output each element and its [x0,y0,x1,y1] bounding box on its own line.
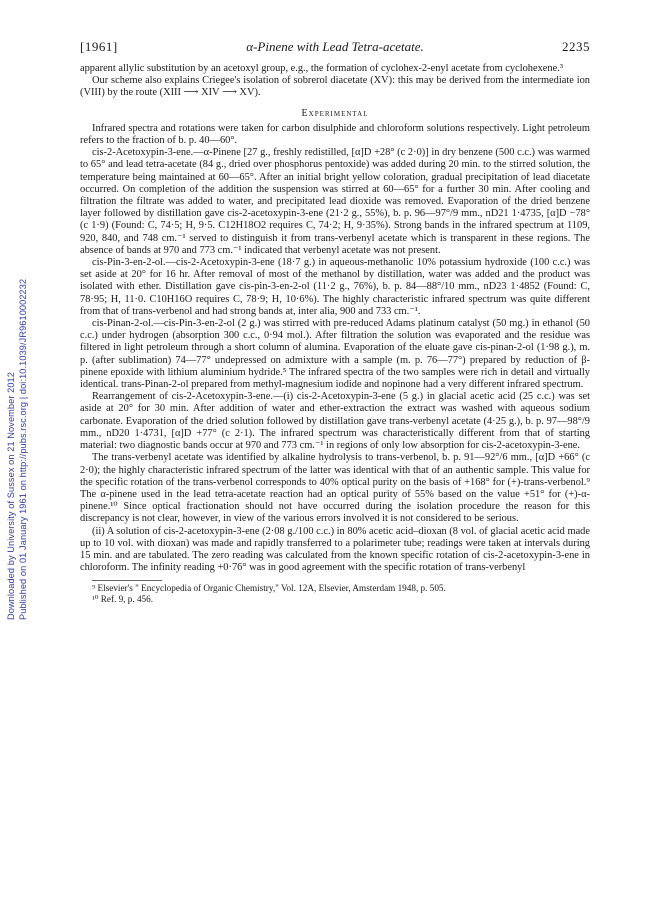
running-title: α-Pinene with Lead Tetra-acetate. [246,39,424,54]
volume-year: [1961] [80,39,118,54]
paragraph-solution: (ii) A solution of cis-2-acetoxypin-3-ene (2·08 g./100 c.c.) in 80% acetic acid–dioxan (8 vol. of glacial acetic acid made up to 10 vol. with dioxan) was made and rapidly transferred to a polarimeter tube; readings were taken at intervals during 15 min. and are tabulated. The zero reading was calculated from the known specific rotation of cis-2-acetoxypin-3-ene in chloroform. The infinity reading +0·76° was in good agreement with the specific rotation of trans-verbenyl [80,525,590,574]
footnote-10: ¹⁰ Ref. 9, p. 456. [92,594,154,605]
page-number: 2235 [562,39,590,54]
paragraph-pinanol: cis-Pinan-2-ol.—cis-Pin-3-en-2-ol (2 g.) was stirred with pre-reduced Adams platinum catalyst (50 mg.) in ethanol (50 c.c.) under hydrogen (absorption 300 c.c., 0·94 mol.). After filtration the solution was evaporated and the residue was filtered in light petroleum through a short column of alumina. Evaporation of the eluate gave cis-pinan-2-ol (1·98 g.), m. p. (after sublimation) 74—77° undepressed on admixture with a sample (m. p. 76—77°) prepared by reduction of β-pinene epoxide with lithium aluminium hydride.⁵ The infrared spectra of the two samples were rich in detail and virtually identical. trans-Pinan-2-ol prepared from methyl-magnesium iodide and nopinone had a very different infrared spectrum. [80,318,590,391]
paragraph-verbenyl: The trans-verbenyl acetate was identified by alkaline hydrolysis to trans-verbenol, b. p. 91—92°/6 mm., [α]D +66° (c 2·0); the highly characteristic infrared spectrum of the latter was identical with that of an authentic sample. This value for the specific rotation of the trans-verbenol corresponds to 40% optical purity on the basis of +168° for (+)-trans-verbenol.⁹ The α-pinene used in the lead tetra-acetate reaction had an optical purity of 55% based on the value +51° for (+)-α-pinene.¹⁰ Since optical fractionation should not have occurred during the isolation procedure the reason for this discrepancy is not clear, however, in view of the various errors involved it is not considered to be serious. [80,452,590,525]
publication-notice: Published on 01 January 1961 on http://pubs.rsc.org | doi:10.1039/JR9610002232 [18,278,28,620]
paragraph-pinenol: cis-Pin-3-en-2-ol.—cis-2-Acetoxypin-3-ene (18·7 g.) in aqueous-methanolic 10% potassium hydroxide (100 c.c.) was set aside at 20° for 16 hr. After removal of most of the methanol by distillation, water was added and the product was isolated with ether. Distillation gave cis-pin-3-en-2-ol (11·2 g., 76%), b. p. 84—88°/10 mm., nD23 1·4852 (Found: C, 78·95; H, 11·0. C10H16O requires C, 78·9; H, 10·6%). The highly characteristic infrared spectrum was quite different from that of trans-verbenol and had strong bands at, inter alia, 900 and 733 cm.⁻¹. [80,257,590,317]
download-watermark [4,60,30,620]
paragraph-spectra: Infrared spectra and rotations were taken for carbon disulphide and chloroform solutions respectively. Light petroleum refers to the fraction of b. p. 40—60°. [80,122,590,147]
paragraph-acetoxypinene: cis-2-Acetoxypin-3-ene.—α-Pinene [27 g., freshly redistilled, [α]D +28° (c 2·0)] in dry benzene (500 c.c.) was warmed to 65° and lead tetra-acetate (84 g., dried over phosphorus pentoxide) was added during 20 min. to the stirred solution, the temperature being maintained at 60—65°. After an initial bright yellow coloration, gradual precipitation of lead diacetate occurred. On completion of the addition the suspension was stirred at 60—65° for a further 30 min. After cooling and filtration the filtrate was added to water, and precipitated lead dioxide was removed. Evaporation of the dried benzene layer followed by distillation gave cis-2-acetoxypin-3-ene (21·2 g., 55%), b. p. 96—97°/9 mm., nD21 1·4735, [α]D −78° (c 1·9) (Found: C, 74·5; H, 9·5. C12H18O2 requires C, 74·2; H, 9·35%). Strong bands in the infrared spectrum at 1109, 920, 840, and 748 cm.⁻¹ served to distinguish it from trans-verbenyl acetate which is transparent in these regions. The absence of bands at 970 and 773 cm.⁻¹ indicated that verbenyl acetate was not present. [80,147,590,256]
download-notice: Downloaded by University of Sussex on 21 November 2012 [6,372,16,620]
paragraph-rearrangement: Rearrangement of cis-2-Acetoxypin-3-ene.—(i) cis-2-Acetoxypin-3-ene (5 g.) in glacial acetic acid (25 c.c.) was set aside at 20° for 30 min. After addition of water and ether-extraction the extract was washed with aqueous sodium carbonate. Evaporation of the dried solution followed by distillation gave trans-verbenyl acetate (4·25 g.), b. p. 97—98°/9 mm., nD20 1·4731, [α]D +77° (c 2·1). The infrared spectrum was characteristically different from that of starting material: two diagnostic bands occur at 970 and 773 cm.⁻¹ in regions of only low absorption for cis-2-acetoxypin-3-ene. [80,391,590,452]
section-title: Experimental [301,107,369,119]
article-body [80,63,590,605]
footnote-rule [92,580,162,581]
running-header [80,39,590,57]
footnote-9: ⁹ Elsevier's " Encyclopedia of Organic Chemistry," Vol. 12A, Elsevier, Amsterdam 1948, p. 505. [92,583,446,594]
intro-paragraph-2: Our scheme also explains Criegee's isolation of sobrerol diacetate (XV): this may be derived from the intermediate ion (VIII) by the route (XIII ⟶ XIV ⟶ XV). [80,75,590,99]
intro-paragraph-1: apparent allylic substitution by an acetoxyl group, e.g., the formation of cyclohex-2-enyl acetate from cyclohexene.³ [80,63,563,74]
